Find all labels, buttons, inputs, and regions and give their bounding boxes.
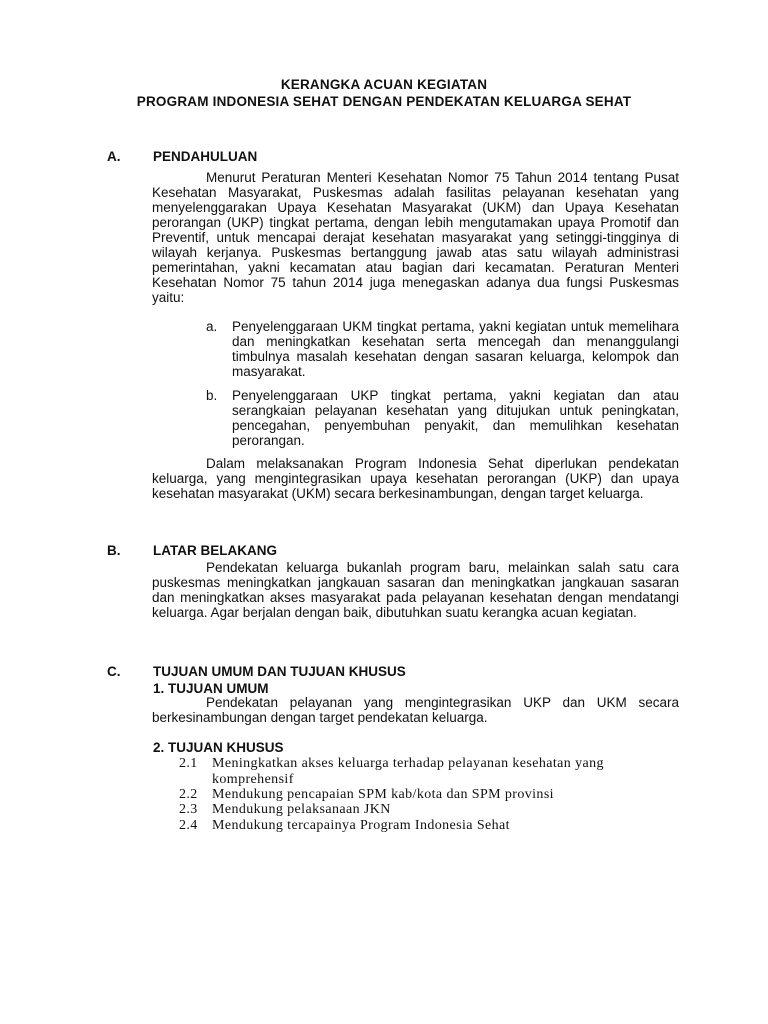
list-marker: a. bbox=[206, 319, 218, 334]
list-marker: b. bbox=[206, 388, 218, 403]
tujuan-khusus-item bbox=[179, 802, 679, 818]
section-c-letter: C. bbox=[107, 664, 121, 679]
tujuan-khusus-item bbox=[179, 818, 679, 834]
item-text: Meningkatkan akses keluarga terhadap pelayanan kesehatan yang komprehensif bbox=[212, 756, 604, 787]
document-title: KERANGKA ACUAN KEGIATAN bbox=[280, 77, 488, 92]
section-b-title: LATAR BELAKANG bbox=[153, 543, 277, 558]
section-a-paragraph-1: Menurut Peraturan Menteri Kesehatan Nomor 75 Tahun 2014 tentang Pusat Kesehatan Masyarakat, Puskesmas adalah fasilitas pelayanan kesehatan yang menyelenggarakan Upaya Kesehatan Masyarakat (UKM) dan Upaya Kesehatan perorangan (UKP) tingkat pertama, dengan lebih mengutamakan upaya Promotif dan Preventif, untuk mencapai derajat kesehatan masyarakat yang setinggi-tingginya di wilayah kerjanya. Puskesmas bertanggung jawab atas satu wilayah administrasi pemerintahan, yakni kecamatan atau bagian dari kecamatan. Peraturan Menteri Kesehatan Nomor 75 tahun 2014 juga menegaskan adanya dua fungsi Puskesmas yaitu: bbox=[152, 170, 679, 305]
item-number: 2.2 bbox=[179, 787, 198, 802]
section-a-list-item-b bbox=[206, 388, 679, 448]
section-b-letter: B. bbox=[107, 543, 121, 558]
document-subtitle: PROGRAM INDONESIA SEHAT DENGAN PENDEKATAN KELUARGA SEHAT bbox=[136, 94, 632, 109]
tujuan-khusus-item bbox=[179, 756, 679, 787]
tujuan-umum-heading: 1. TUJUAN UMUM bbox=[153, 681, 269, 696]
list-item-text: Penyelenggaraan UKP tingkat pertama, yakni kegiatan dan atau serangkaian pelayanan kesehatan yang ditujukan untuk peningkatan, pencegahan, penyembuhan penyakit, dan memulihkan kesehatan perorangan. bbox=[232, 388, 679, 448]
item-number: 2.3 bbox=[179, 802, 198, 817]
section-a-list-item-a bbox=[206, 319, 679, 379]
item-number: 2.4 bbox=[179, 818, 198, 833]
item-text: Mendukung pencapaian SPM kab/kota dan SPM provinsi bbox=[212, 787, 554, 802]
section-a-letter: A. bbox=[107, 149, 121, 164]
item-text: Mendukung tercapainya Program Indonesia Sehat bbox=[212, 818, 510, 833]
tujuan-khusus-item bbox=[179, 787, 679, 803]
item-number: 2.1 bbox=[179, 756, 198, 771]
section-b-paragraph: Pendekatan keluarga bukanlah program baru, melainkan salah satu cara puskesmas meningkatkan jangkauan sasaran dan meningkatkan jangkauan sasaran dan meningkatkan akses masyarakat pada pelayanan kesehatan dengan mendatangi keluarga. Agar berjalan dengan baik, dibutuhkan suatu kerangka acuan kegiatan. bbox=[152, 560, 679, 620]
tujuan-umum-paragraph: Pendekatan pelayanan yang mengintegrasikan UKP dan UKM secara berkesinambungan dengan target pendekatan keluarga. bbox=[152, 695, 679, 725]
section-a-title: PENDAHULUAN bbox=[153, 149, 258, 164]
section-a-paragraph-2: Dalam melaksanakan Program Indonesia Sehat diperlukan pendekatan keluarga, yang mengintegrasikan upaya kesehatan perorangan (UKP) dan upaya kesehatan masyarakat (UKM) secara berkesinambungan, dengan target keluarga. bbox=[152, 456, 679, 501]
item-text: Mendukung pelaksanaan JKN bbox=[212, 802, 391, 817]
list-item-text: Penyelenggaraan UKM tingkat pertama, yakni kegiatan untuk memelihara dan meningkatkan kesehatan serta mencegah dan menanggulangi timbulnya masalah kesehatan dengan sasaran keluarga, kelompok dan masyarakat. bbox=[232, 319, 679, 379]
tujuan-khusus-heading: 2. TUJUAN KHUSUS bbox=[153, 740, 284, 755]
section-c-title: TUJUAN UMUM DAN TUJUAN KHUSUS bbox=[153, 664, 406, 679]
